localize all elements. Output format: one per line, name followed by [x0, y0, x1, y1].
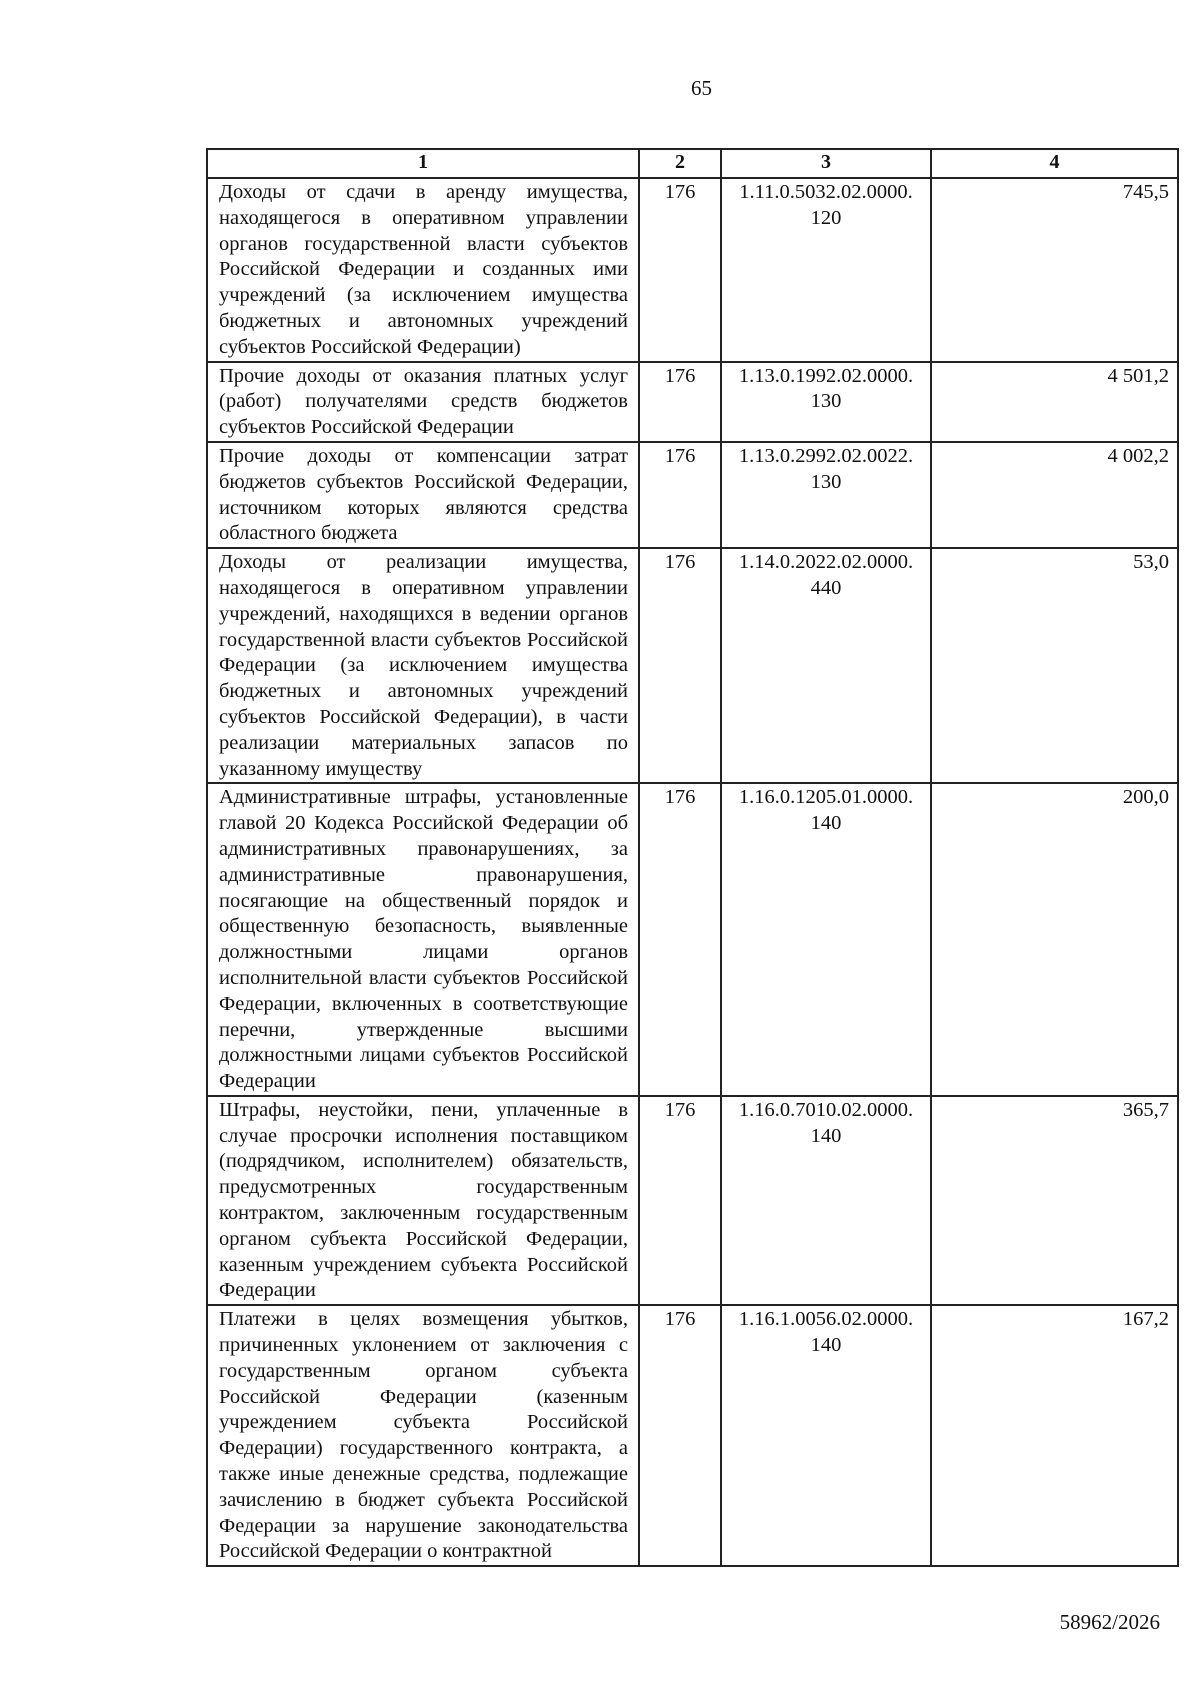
- column-header-amount: 4: [931, 149, 1178, 178]
- kbk-code-suffix: 140: [810, 812, 842, 835]
- column-header-admin-code: 2: [639, 149, 721, 178]
- table-row: [207, 548, 1178, 783]
- kbk-code-cell: [721, 548, 931, 783]
- admin-code-cell: 176: [639, 442, 721, 548]
- kbk-code-line: 1.14.0.2022.02.0000.: [738, 551, 914, 574]
- amount-cell: 53,0: [931, 548, 1178, 783]
- kbk-code-cell: [721, 442, 931, 548]
- admin-code-cell: 176: [639, 548, 721, 783]
- kbk-code-cell: [721, 783, 931, 1096]
- amount-cell: 745,5: [931, 178, 1178, 362]
- kbk-code-suffix: 440: [810, 576, 842, 599]
- amount-cell: 200,0: [931, 783, 1178, 1096]
- table-row: [207, 783, 1178, 1096]
- revenue-name-cell: Прочие доходы от оказания платных услуг (работ) получателями средств бюджетов субъектов Российской Федерации: [207, 362, 639, 442]
- admin-code-cell: 176: [639, 178, 721, 362]
- kbk-code-suffix: 130: [810, 470, 842, 493]
- document-number: 58962/2026: [1059, 1610, 1160, 1634]
- kbk-code-cell: [721, 178, 931, 362]
- column-header-kbk: 3: [721, 149, 931, 178]
- kbk-code-line: 1.16.0.1205.01.0000.: [738, 786, 914, 809]
- amount-cell: 365,7: [931, 1096, 1178, 1305]
- kbk-code-line: 1.13.0.2992.02.0022.: [738, 444, 914, 467]
- admin-code-cell: 176: [639, 1305, 721, 1566]
- admin-code-cell: 176: [639, 1096, 721, 1305]
- column-header-name: 1: [207, 149, 639, 178]
- kbk-code-line: 1.11.0.5032.02.0000.: [739, 181, 913, 203]
- table-row: [207, 1096, 1178, 1305]
- revenue-table: [206, 148, 1179, 1567]
- kbk-code-suffix: 140: [810, 1124, 842, 1147]
- kbk-code-line: 1.16.1.0056.02.0000.: [738, 1308, 914, 1331]
- kbk-code-suffix: 130: [810, 390, 842, 413]
- revenue-name-cell: Платежи в целях возмещения убытков, причиненных уклонением от заключения с государственным органом субъекта Российской Федерации (казенным учреждением субъекта Российской Федерации) государственного контракта, а также иные денежные средства, подлежащие зачислению в бюджет субъекта Российской Федерации за нарушение законодательства Российской Федерации о контрактной: [207, 1305, 639, 1566]
- admin-code-cell: 176: [639, 783, 721, 1096]
- revenue-name-cell: Доходы от реализации имущества, находящегося в оперативном управлении учреждений, находящихся в ведении органов государственной власти субъектов Российской Федерации (за исключением имущества бюджетных и автономных учреждений субъектов Российской Федерации), в части реализации материальных запасов по указанному имуществу: [207, 548, 639, 783]
- kbk-code-cell: [721, 1096, 931, 1305]
- amount-cell: 4 501,2: [931, 362, 1178, 442]
- admin-code-cell: 176: [639, 362, 721, 442]
- kbk-code-suffix: 140: [810, 1334, 842, 1357]
- kbk-code-cell: [721, 362, 931, 442]
- table-row: [207, 442, 1178, 548]
- amount-cell: 167,2: [931, 1305, 1178, 1566]
- table-row: [207, 178, 1178, 362]
- revenue-name-cell: Административные штрафы, установленные главой 20 Кодекса Российской Федерации об административных правонарушениях, за административные правонарушения, посягающие на общественный порядок и общественную безопасность, выявленные должностными лицами органов исполнительной власти субъектов Российской Федерации, включенных в соответствующие перечни, утвержденные высшими должностными лицами субъектов Российской Федерации: [207, 783, 639, 1096]
- page-number: 65: [691, 76, 712, 100]
- kbk-code-suffix: 120: [810, 206, 842, 229]
- amount-cell: 4 002,2: [931, 442, 1178, 548]
- kbk-code-line: 1.13.0.1992.02.0000.: [738, 364, 914, 387]
- revenue-name-cell: Штрафы, неустойки, пени, уплаченные в случае просрочки исполнения поставщиком (подрядчиком, исполнителем) обязательств, предусмотренных государственным контрактом, заключенным государственным органом субъекта Российской Федерации, казенным учреждением субъекта Российской Федерации: [207, 1096, 639, 1305]
- table-header-row: [207, 149, 1178, 178]
- table-body: [207, 178, 1178, 1566]
- kbk-code-cell: [721, 1305, 931, 1566]
- revenue-name-cell: Прочие доходы от компенсации затрат бюджетов субъектов Российской Федерации, источником которых являются средства областного бюджета: [207, 442, 639, 548]
- revenue-name-cell: Доходы от сдачи в аренду имущества, находящегося в оперативном управлении органов государственной власти субъектов Российской Федерации и созданных ими учреждений (за исключением имущества бюджетных и автономных учреждений субъектов Российской Федерации): [207, 178, 639, 362]
- table-row: [207, 1305, 1178, 1566]
- kbk-code-line: 1.16.0.7010.02.0000.: [738, 1098, 914, 1121]
- table-row: [207, 362, 1178, 442]
